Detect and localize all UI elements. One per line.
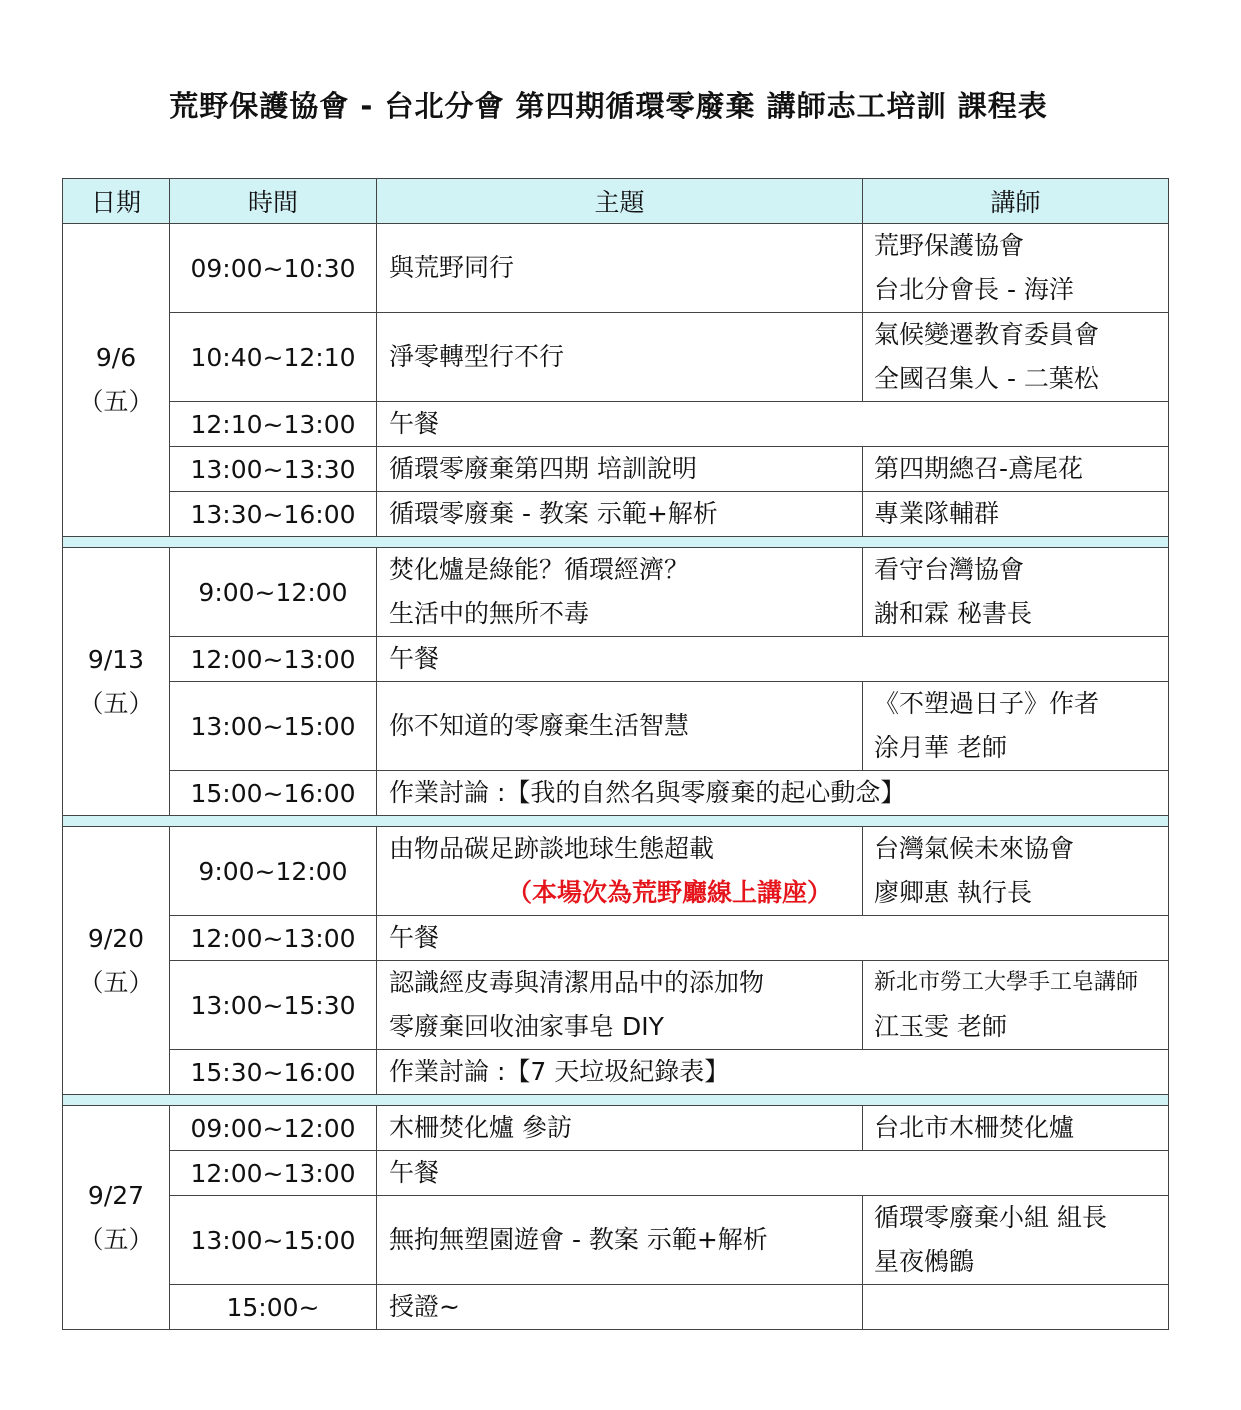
speaker-cell [863, 548, 1169, 637]
table-row [63, 682, 1169, 771]
time-cell: 13:30~16:00 [170, 492, 377, 537]
time-cell: 13:00~15:00 [170, 1196, 377, 1285]
topic-line: 木柵焚化爐 參訪 [389, 1113, 572, 1142]
topic-cell [377, 313, 863, 402]
topic-line: 午餐 [389, 644, 440, 673]
time-cell: 10:40~12:10 [170, 313, 377, 402]
table-row [63, 1106, 1169, 1151]
weekday-text: （五） [78, 1224, 154, 1254]
time-cell: 13:00~15:00 [170, 682, 377, 771]
time-cell: 12:00~13:00 [170, 1151, 377, 1196]
table-row [63, 1050, 1169, 1095]
speaker-line: 《不塑過日子》作者 [874, 689, 1100, 718]
time-cell: 12:00~13:00 [170, 916, 377, 961]
speaker-line: 廖卿惠 執行長 [874, 878, 1032, 907]
schedule-table [62, 178, 1169, 1330]
table-row [63, 548, 1169, 637]
speaker-line: 台灣氣候未來協會 [874, 834, 1075, 863]
table-row [63, 771, 1169, 816]
speaker-line: 荒野保護協會 [874, 231, 1025, 260]
table-row [63, 1151, 1169, 1196]
table-row [63, 827, 1169, 916]
topic-cell [377, 224, 863, 313]
speaker-cell [863, 682, 1169, 771]
weekday-text: （五） [78, 688, 154, 718]
topic-line: 作業討論 :【我的自然名與零廢棄的起心動念】 [389, 778, 906, 807]
speaker-line: 星夜鵂鶹 [874, 1247, 975, 1276]
topic-cell [377, 916, 1169, 961]
day-separator [63, 537, 1169, 548]
topic-cell [377, 1050, 1169, 1095]
topic-cell [377, 1196, 863, 1285]
topic-cell [377, 827, 863, 916]
time-cell: 15:00~16:00 [170, 771, 377, 816]
topic-line: 零廢棄回收油家事皂 DIY [389, 1012, 664, 1041]
topic-line: 授證~ [389, 1292, 460, 1321]
topic-cell [377, 447, 863, 492]
topic-line: 循環零廢棄第四期 培訓說明 [389, 454, 697, 483]
speaker-line: 第四期總召-鳶尾花 [874, 454, 1084, 483]
topic-line: 循環零廢棄 - 教案 示範+解析 [389, 499, 718, 528]
time-cell: 09:00~12:00 [170, 1106, 377, 1151]
separator-cell [63, 816, 1169, 827]
speaker-cell [863, 1285, 1169, 1330]
date-text: 9/27 [87, 1180, 145, 1210]
date-text: 9/13 [87, 644, 145, 674]
topic-cell [377, 402, 1169, 447]
table-row [63, 916, 1169, 961]
time-cell: 13:00~13:30 [170, 447, 377, 492]
topic-line: 與荒野同行 [389, 253, 515, 282]
topic-line: 你不知道的零廢棄生活智慧 [389, 711, 690, 740]
online-note: （本場次為荒野廳線上講座） [507, 878, 833, 907]
day-separator [63, 1095, 1169, 1106]
table-row [63, 224, 1169, 313]
speaker-cell [863, 313, 1169, 402]
topic-cell [377, 548, 863, 637]
time-cell: 9:00~12:00 [170, 548, 377, 637]
topic-line: 生活中的無所不毒 [389, 599, 590, 628]
header-topic: 主題 [377, 179, 863, 224]
table-header-row [63, 179, 1169, 224]
speaker-cell [863, 224, 1169, 313]
table-row [63, 1285, 1169, 1330]
topic-cell [377, 1285, 863, 1330]
header-speaker: 講師 [863, 179, 1169, 224]
speaker-line: 謝和霖 秘書長 [874, 599, 1032, 628]
separator-cell [63, 537, 1169, 548]
time-cell: 15:30~16:00 [170, 1050, 377, 1095]
table-row [63, 402, 1169, 447]
weekday-text: （五） [78, 387, 154, 416]
schedule-body [63, 224, 1169, 1330]
topic-line: 焚化爐是綠能？循環經濟？ [389, 555, 690, 584]
date-text: 9/20 [87, 923, 145, 953]
topic-line: 認識經皮毒與清潔用品中的添加物 [389, 968, 765, 997]
topic-cell [377, 961, 863, 1050]
speaker-line: 涂月華 老師 [874, 733, 1007, 762]
table-row [63, 492, 1169, 537]
time-cell: 12:10~13:00 [170, 402, 377, 447]
table-row [63, 447, 1169, 492]
topic-line: 午餐 [389, 409, 440, 438]
speaker-line: 專業隊輔群 [874, 499, 1000, 528]
topic-line: 淨零轉型行不行 [389, 342, 565, 371]
table-row [63, 637, 1169, 682]
speaker-line: 江玉雯 老師 [874, 1012, 1007, 1041]
table-row [63, 313, 1169, 402]
time-cell: 09:00~10:30 [170, 224, 377, 313]
speaker-line: 全國召集人 - 二葉松 [874, 364, 1099, 393]
speaker-line: 循環零廢棄小組 組長 [874, 1203, 1107, 1232]
separator-cell [63, 1095, 1169, 1106]
speaker-line: 看守台灣協會 [874, 555, 1025, 584]
topic-line: 由物品碳足跡談地球生態超載 [389, 834, 715, 863]
speaker-cell [863, 827, 1169, 916]
date-cell [63, 548, 170, 816]
speaker-cell [863, 447, 1169, 492]
speaker-cell [863, 1196, 1169, 1285]
time-cell: 13:00~15:30 [170, 961, 377, 1050]
topic-cell [377, 492, 863, 537]
topic-line: 午餐 [389, 1158, 440, 1187]
speaker-line: 台北分會長 - 海洋 [874, 275, 1074, 304]
page-title: 荒野保護協會 - 台北分會 第四期循環零廢棄 講師志工培訓 課程表 [169, 89, 1048, 123]
time-cell: 15:00~ [170, 1285, 377, 1330]
topic-line: 作業討論 :【7 天垃圾紀錄表】 [389, 1057, 730, 1086]
day-separator [63, 816, 1169, 827]
time-cell: 12:00~13:00 [170, 637, 377, 682]
topic-cell [377, 771, 1169, 816]
time-cell: 9:00~12:00 [170, 827, 377, 916]
topic-cell [377, 1106, 863, 1151]
date-cell [63, 827, 170, 1095]
speaker-cell [863, 961, 1169, 1050]
date-cell [63, 224, 170, 537]
topic-cell [377, 682, 863, 771]
header-date: 日期 [63, 179, 170, 224]
weekday-text: （五） [78, 967, 154, 997]
speaker-line: 氣候變遷教育委員會 [874, 320, 1100, 349]
speaker-line: 台北市木柵焚化爐 [874, 1113, 1075, 1142]
topic-line: 午餐 [389, 923, 440, 952]
table-row [63, 1196, 1169, 1285]
header-time: 時間 [170, 179, 377, 224]
date-cell [63, 1106, 170, 1330]
topic-cell [377, 1151, 1169, 1196]
speaker-cell [863, 1106, 1169, 1151]
table-row [63, 961, 1169, 1050]
topic-cell [377, 637, 1169, 682]
date-text: 9/6 [95, 343, 137, 372]
speaker-line: 新北市勞工大學手工皂講師 [874, 970, 1139, 995]
topic-line: 無拘無塑園遊會 - 教案 示範+解析 [389, 1225, 768, 1254]
speaker-cell [863, 492, 1169, 537]
